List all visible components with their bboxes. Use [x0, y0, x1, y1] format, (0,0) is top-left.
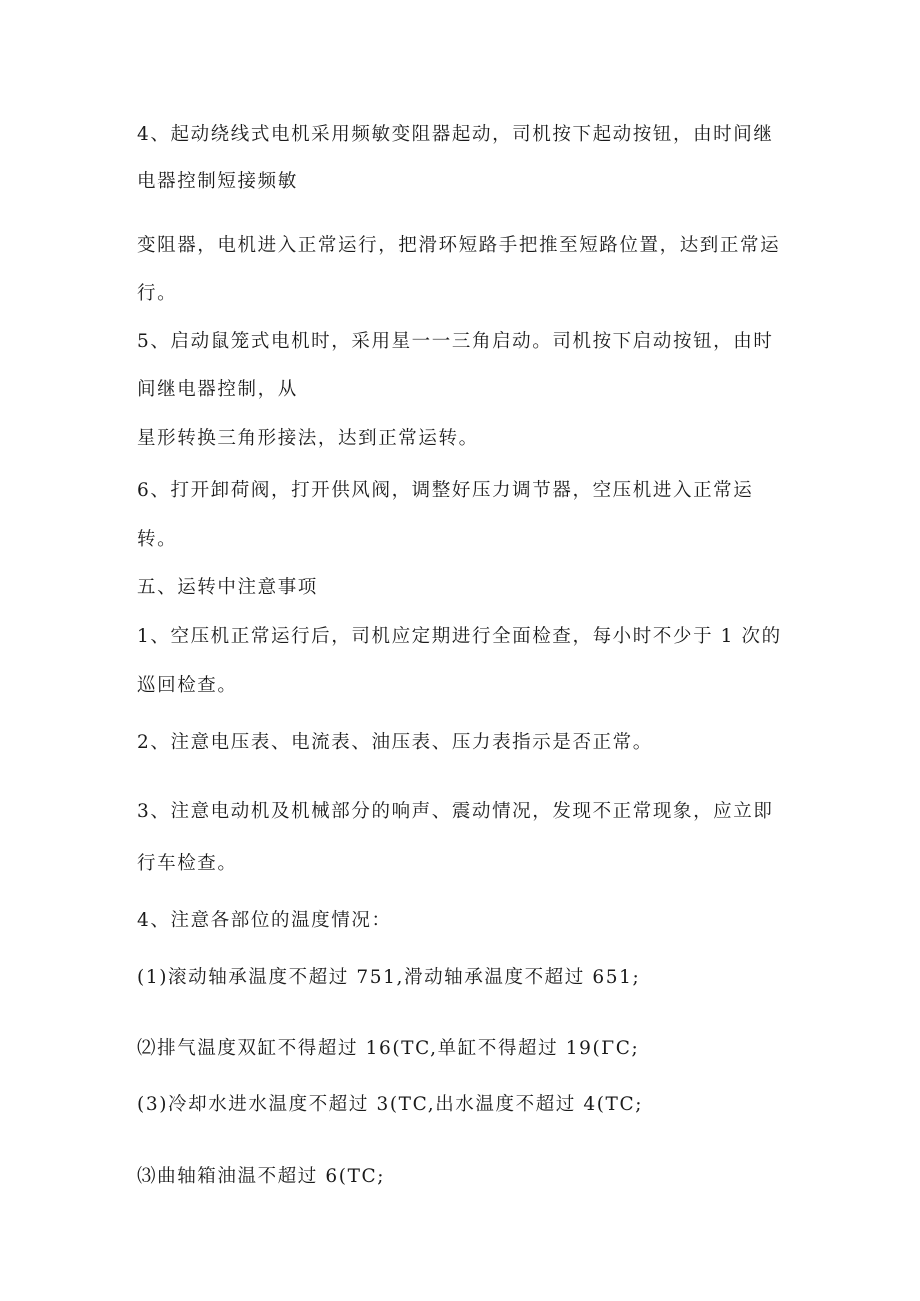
list-item-line: (1)滚动轴承温度不超过 751,滑动轴承温度不超过 651; — [137, 967, 641, 988]
paragraph-line: 行车检查。 — [137, 853, 238, 874]
list-item-line: (3)冷却水进水温度不超过 3(TC,出水温度不超过 4(TC; — [137, 1094, 644, 1115]
paragraph-line: 5、启动鼠笼式电机时，采用星一一三角启动。司机按下启动按钮，由时 — [137, 331, 774, 352]
paragraph-line: 2、注意电压表、电流表、油压表、压力表指示是否正常。 — [137, 732, 653, 753]
paragraph-line: 转。 — [137, 529, 178, 550]
paragraph-line: 1、空压机正常运行后，司机应定期进行全面检查，每小时不少于 1 次的 — [137, 626, 782, 647]
paragraph-line: 3、注意电动机及机械部分的响声、震动情况，发现不正常现象，应立即 — [137, 801, 774, 822]
paragraph-line: 6、打开卸荷阀，打开供风阀，调整好压力调节器，空压机进入正常运 — [137, 480, 754, 501]
section-heading: 五、运转中注意事项 — [137, 577, 318, 598]
paragraph-line: 变阻器，电机进入正常运行，把滑环短路手把推至短路位置，达到正常运 — [137, 235, 781, 256]
paragraph-line: 电器控制短接频敏 — [137, 171, 298, 192]
paragraph-line: 巡回检查。 — [137, 675, 238, 696]
paragraph-line: 行。 — [137, 283, 178, 304]
paragraph-line: 4、注意各部位的温度情况： — [137, 910, 392, 931]
paragraph-line: 4、起动绕线式电机采用频敏变阻器起动，司机按下起动按钮，由时间继 — [137, 124, 774, 145]
list-item-line: ⑵排气温度双缸不得超过 16(TC,单缸不得超过 19(ΓC; — [137, 1038, 640, 1059]
paragraph-line: 间继电器控制，从 — [137, 379, 298, 400]
list-item-line: ⑶曲轴箱油温不超过 6(TC; — [137, 1166, 386, 1187]
paragraph-line: 星形转换三角形接法，达到正常运转。 — [137, 428, 479, 449]
